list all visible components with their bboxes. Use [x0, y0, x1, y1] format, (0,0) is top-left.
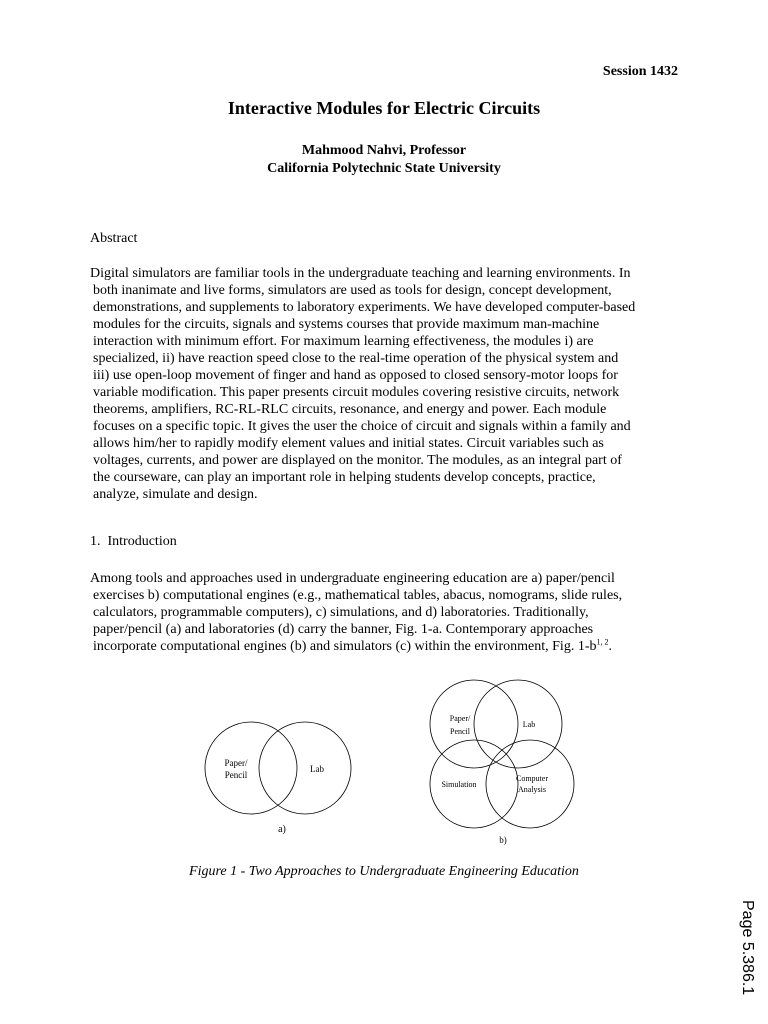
intro-line: exercises b) computational engines (e.g., mathematical tables, abacus, nomograms, slide rules,	[93, 588, 623, 603]
intro-last-line-text: incorporate computational engines (b) and simulators (c) within the environment, Fig. 1-b	[93, 639, 597, 654]
author-affiliation: California Polytechnic State University	[267, 161, 501, 176]
abstract-body	[90, 265, 690, 503]
abstract-line: analyze, simulate and design.	[93, 487, 258, 502]
abstract-line: voltages, currents, and power are displayed on the monitor. The modules, as an integral part of	[93, 453, 622, 468]
author-block	[0, 142, 768, 178]
fig-b-lab-label: Lab	[522, 720, 536, 729]
abstract-line: demonstrations, and supplements to laboratory experiments. We have developed computer-based	[93, 300, 636, 315]
fig-b-circle-computer-analysis	[486, 740, 574, 828]
citation-superscript: 1, 2	[596, 637, 609, 647]
abstract-heading: Abstract	[90, 231, 138, 246]
fig-b-simulation-label: Simulation	[441, 780, 477, 789]
figure-1	[180, 670, 600, 850]
abstract-line: iii) use open-loop movement of finger and hand as opposed to closed sensory-motor loops for	[93, 368, 618, 383]
fig-a-paper-label-2: Pencil	[224, 770, 248, 780]
paper-title: Interactive Modules for Electric Circuits	[227, 98, 541, 118]
abstract-line: Digital simulators are familiar tools in the undergraduate teaching and learning environments. In	[90, 266, 631, 281]
intro-last-line	[90, 638, 690, 655]
fig-a-caption-label: a)	[278, 824, 286, 835]
fig-b-caption-label: b)	[499, 835, 507, 845]
fig-a-lab-label: Lab	[310, 764, 324, 774]
session-number: Session 1432	[602, 64, 678, 79]
abstract-line: variable modification. This paper presents circuit modules covering resistive circuits, network	[93, 385, 620, 400]
page-number: Page 5.386.1	[739, 900, 756, 996]
abstract-line: theorems, amplifiers, RC-RL-RLC circuits, resonance, and energy and power. Each module	[93, 402, 607, 417]
fig-a-paper-label-1: Paper/	[224, 758, 248, 768]
figure-caption: Figure 1 - Two Approaches to Undergraduate Engineering Education	[189, 864, 579, 879]
fig-b-paper-label-2: Pencil	[450, 727, 470, 736]
fig-b-computer-label-1: Computer	[516, 774, 548, 783]
fig-b-computer-label-2: Analysis	[518, 785, 546, 794]
fig-a-circle-lab	[259, 722, 351, 814]
intro-line: paper/pencil (a) and laboratories (d) carry the banner, Fig. 1-a. Contemporary approaches	[93, 622, 594, 637]
abstract-line: interaction with minimum effort. For maximum learning effectiveness, the modules i) are	[93, 334, 594, 349]
introduction-heading: 1. Introduction	[90, 534, 177, 549]
intro-line: calculators, programmable computers), c) simulations, and d) laboratories. Traditionally,	[93, 605, 589, 620]
intro-line: Among tools and approaches used in undergraduate engineering education are a) paper/pencil	[90, 571, 615, 586]
abstract-line: specialized, ii) have reaction speed close to the real-time operation of the physical system and	[93, 351, 619, 366]
introduction-body	[90, 570, 690, 655]
intro-last-line-end: .	[608, 639, 612, 654]
fig-b-paper-label-1: Paper/	[449, 714, 471, 723]
fig-a-circle-paper-pencil	[205, 722, 297, 814]
abstract-line: the courseware, can play an important role in helping students develop concepts, practice,	[93, 470, 596, 485]
author-name: Mahmood Nahvi, Professor	[301, 143, 467, 158]
abstract-line: modules for the circuits, signals and systems courses that provide maximum man-machine	[93, 317, 600, 332]
venn-diagrams	[180, 670, 600, 850]
abstract-line: both inanimate and live forms, simulators are used as tools for design, concept development,	[93, 283, 612, 298]
abstract-line: allows him/her to rapidly modify element values and initial states. Circuit variables such as	[93, 436, 604, 451]
abstract-line: focuses on a specific topic. It gives the user the choice of circuit and signals within a family and	[93, 419, 631, 434]
